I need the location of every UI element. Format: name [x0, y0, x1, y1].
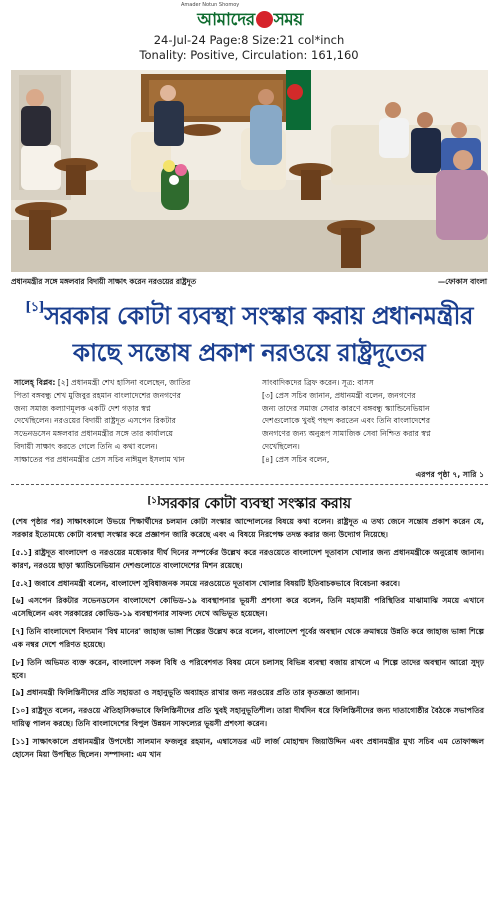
body-paragraph: (শেষ পৃষ্ঠার পর) সাক্ষাৎকালে উভয়ে শিক্ষার্থীদের চলমান কোটা সংস্কার আন্দোলনের বিষয়ে কথা বলেন। রাষ্ট্রদূত এ তথ্য জেনে সন্তোষ প্রকাশ করেন যে, সরকার ইতোমধ্যে কোটা ব্যবস্থা সংস্কার করে প্রজ্ঞাপন জারি করেছে এবং এ বিষয়ে নিরপেক্ষ তদন্ত করার জন্য উদ্যোগ নিয়েছে।	[12, 517, 484, 540]
lead-line: পিতা বঙ্গবন্ধু শেখ মুজিবুর রহমান বাংলাদেশের জনগণের	[14, 390, 181, 400]
clipping-tonality-line: Tonality: Positive, Circulation: 161,160	[139, 48, 359, 62]
headline-line-2: কাছে সন্তোষ প্রকাশ নরওয়ে রাষ্ট্রদূতের	[72, 338, 426, 367]
body-paragraph: [৯] প্রধানমন্ত্রী ফিলিস্তিনীদের প্রতি সহায়তা ও সহানুভূতি অব্যাহত রাখার জন্য নরওয়ের প্রতি তার কৃতজ্ঞতা জানান।	[12, 688, 360, 698]
headline-marker: [১]	[25, 300, 45, 315]
lead-line: [৩] প্রেস সচিব জানান, প্রধানমন্ত্রী বলেন, জনগণের	[262, 390, 416, 400]
section2-body	[12, 515, 484, 766]
masthead	[0, 0, 498, 68]
lead-line: দেশগুলোকে খুবই পছন্দ করতেন এবং তিনি বাংলাদেশের	[262, 416, 431, 426]
masthead-tagline: Amader Notun Shomoy	[181, 2, 240, 8]
lead-left-column	[14, 377, 254, 467]
lead-line: সাংবাদিকদের ব্রিফ করেন। সূত্র: বাসস	[262, 378, 374, 387]
section2-title: সরকার কোটা ব্যবস্থা সংস্কার করায়	[160, 495, 351, 512]
lead-line: বিদায়ী সাক্ষাৎ করতে গেলে তিনি এ কথা বলেন।	[14, 441, 158, 451]
section2-marker: [১]	[147, 496, 161, 506]
logo-seal-icon	[256, 11, 273, 28]
headline-text-1: সরকার কোটা ব্যবস্থা সংস্কার করায় প্রধানমন্ত্রীর	[44, 301, 473, 330]
lead-line: দেখেছিলেন।	[262, 441, 300, 451]
lead-line: সভেনডসেন মঙ্গলবার প্রধানমন্ত্রীর সঙ্গে তার কার্যালয়ে	[14, 429, 173, 439]
lead-line: জন্য তাদের সমাজ সেবার কারণে বঙ্গবন্ধু স্ক্যান্ডিনেভিয়ান	[262, 403, 430, 413]
lead-right-column	[262, 377, 486, 467]
body-paragraph: [৮] তিনি অভিমত ব্যক্ত করেন, বাংলাদেশ সকল বিধি ও পরিবেশগত বিষয় মেনে চলাসহ বিভিন্ন ব্যবস্থা বজায় রাখলে এ শিল্পে তাদের অবস্থান আরো সুদৃঢ় হবে।	[12, 657, 484, 681]
newspaper-logo	[180, 7, 320, 29]
body-paragraph: [১০] রাষ্ট্রদূত বলেন, নরওয়ে ঐতিহাসিকভাবে ফিলিস্তিনীদের প্রতি খুবই সহানুভূতিশীল। তারা দীর্ঘদিন ধরে ফিলিস্তিনীদের জন্য দাতাগোষ্ঠীর বৈঠকে সভাপতির দায়িত্ব পালন করছে। তিনি বাংলাদেশের বিপুল উন্নয়ন সাফল্যের ভূয়সী প্রশংসা করেন।	[12, 705, 484, 729]
section2-headline	[0, 493, 498, 517]
lead-line: [২] প্রধানমন্ত্রী শেখ হাসিনা বলেছেন, জাতির	[57, 378, 191, 387]
lead-line: জনগণের জন্য অনুরূপ সামাজিক সেবা নিশ্চিত করার স্বপ্ন	[262, 429, 431, 439]
byline: সালেহ্ বিপ্লব:	[14, 378, 56, 387]
body-paragraph: [১১] সাক্ষাৎকালে প্রধানমন্ত্রীর উপদেষ্টা সালমান ফজলুর রহমান, এম্বাসেডর এট লার্জ মোহাম্মদ জিয়াউদ্দিন এবং প্রধানমন্ত্রীর মুখ্য সচিব এম তোফাজ্জল হোসেন মিয়া উপস্থিত ছিলেন। সম্পাদনা: এম খান	[12, 736, 484, 760]
photo-credit: —ফোকাস বাংলা	[437, 277, 487, 286]
news-photo	[11, 70, 488, 272]
lead-line: [৪] প্রেস সচিব বলেন,	[262, 454, 330, 464]
photo-caption: প্রধানমন্ত্রীর সঙ্গে মঙ্গলবার বিদায়ী সাক্ষাৎ করেন নরওয়ের রাষ্ট্রদূত	[11, 277, 196, 286]
body-paragraph: [৬] এসপেন রিকটার সভেনডসেন বাংলাদেশে কোভিড-১৯ ব্যবস্থাপনার ভূয়সী প্রশংসা করে বলেন, তিনি মহামারী পরিস্থিতির মাঝামাঝি সময়ে এখানে এসেছিলেন এবং সরকারের কোভিড-১৯ ব্যবস্থাপনার সাফল্য দেখে অভিভূত হয়েছেন।	[12, 596, 484, 619]
headline-line-1	[14, 298, 484, 338]
body-paragraph: [৫.২] জবাবে প্রধানমন্ত্রী বলেন, বাংলাদেশ সুবিধাজনক সময়ে নরওয়েতে দূতাবাস খোলার বিষয়টি ইতিবাচকভাবে বিবেচনা করবে।	[12, 578, 400, 588]
clipping-date-line: 24-Jul-24 Page:8 Size:21 col*inch	[153, 33, 345, 47]
body-paragraph: [৫.১] রাষ্ট্রদূত বাংলাদেশ ও নরওয়ের মধ্যেকার দীর্ঘ দিনের সম্পর্কের উল্লেখ করে নরওয়েতে বাংলাদেশ দূতাবাস খোলার জন্য প্রধানমন্ত্রীকে অনুরোধ জানান। কারণ, নরওয়ে ছাড়া স্ক্যান্ডিনেভিয়ান দেশগুলোতে বাংলাদেশের মিশন রয়েছে।	[12, 547, 484, 571]
body-paragraph: [৭] তিনি বাংলাদেশে বিদ্যমান 'বিশ্ব মানের' জাহাজ ভাঙ্গা শিল্পের উল্লেখ করে বলেন, বাংলাদেশ পূর্বের অবস্থান থেকে ক্রমান্বয়ে উন্নতি করে জাহাজ ভাঙ্গা শিল্পে এক নম্বর দেশে পরিণত হয়েছে।	[12, 626, 484, 650]
meeting-photo-image	[11, 70, 488, 272]
logo-word-1: আমাদের	[197, 10, 255, 30]
lead-line: জন্য সমাজ কল্যাণমূলক একটি দেশ গড়ার স্বপ্ন	[14, 403, 151, 413]
lead-line: দেখেছিলেন। নরওয়ের বিদায়ী রাষ্ট্রদূত এসপেন রিকটার	[14, 416, 176, 426]
continued-on-page: এরপর পৃষ্ঠা ৭, সারি ১	[415, 470, 484, 479]
lead-line: সাক্ষাতের পর প্রধানমন্ত্রীর প্রেস সচিব নাঈমুল ইসলাম খান	[14, 454, 185, 464]
section-divider	[11, 484, 488, 485]
logo-word-2: সময়	[273, 10, 303, 30]
